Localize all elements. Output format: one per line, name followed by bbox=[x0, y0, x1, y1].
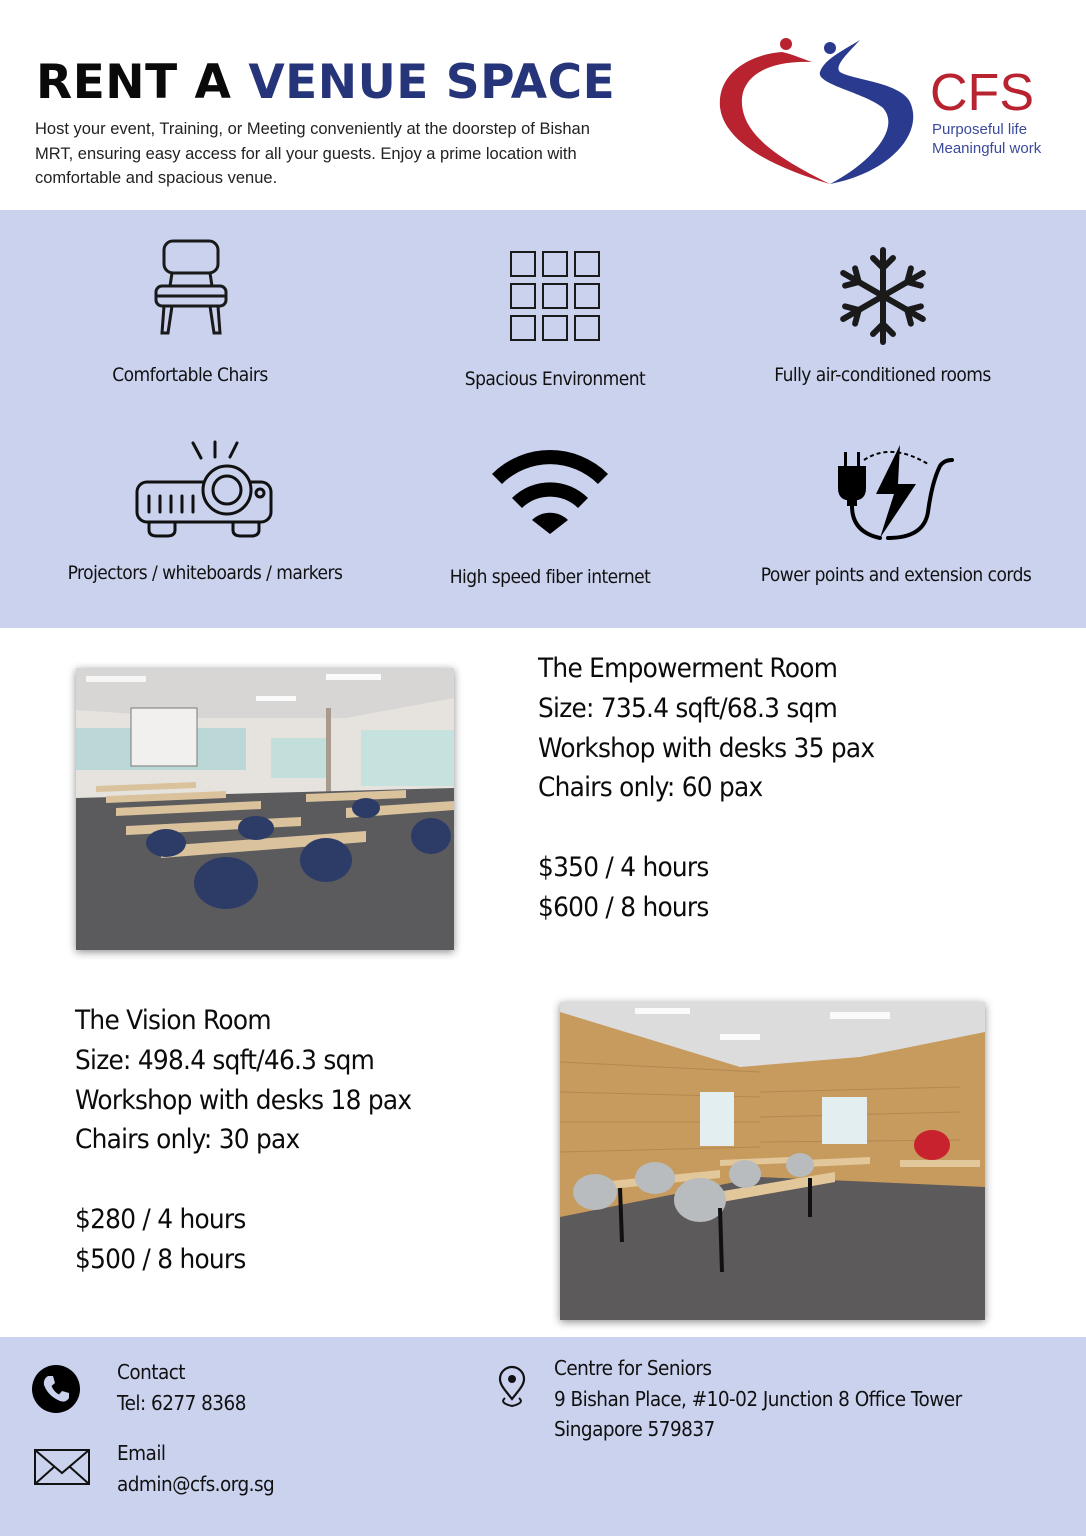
vision-room-photo bbox=[560, 1002, 985, 1320]
svg-text:Meaningful work: Meaningful work bbox=[932, 140, 1042, 157]
feature-label: Comfortable Chairs bbox=[112, 364, 268, 386]
empowerment-room-details bbox=[538, 649, 874, 928]
email-info bbox=[117, 1438, 274, 1499]
organisation-name: Centre for Seniors bbox=[554, 1356, 712, 1380]
room-chairs-capacity: Chairs only: 30 pax bbox=[75, 1124, 300, 1156]
footer-contact-band bbox=[0, 1337, 1086, 1536]
feature-label: Projectors / whiteboards / markers bbox=[67, 562, 343, 584]
cfs-logo bbox=[712, 32, 1062, 192]
room-name: The Empowerment Room bbox=[538, 653, 838, 684]
room-price-8h: $500 / 8 hours bbox=[75, 1243, 246, 1275]
projector-icon bbox=[135, 440, 275, 540]
title-rent-a: RENT A bbox=[36, 55, 232, 110]
feature-projectors bbox=[40, 440, 370, 584]
feature-label: Spacious Environment bbox=[464, 368, 646, 390]
room-size: Size: 498.4 sqft/46.3 sqm bbox=[75, 1044, 375, 1076]
room-size: Size: 735.4 sqft/68.3 sqm bbox=[538, 692, 838, 724]
feature-label: Power points and extension cords bbox=[760, 564, 1032, 586]
features-band bbox=[0, 210, 1086, 628]
room-price-4h: $350 / 4 hours bbox=[538, 851, 709, 883]
page-title bbox=[36, 56, 615, 110]
intro-text: Host your event, Training, or Meeting conveniently at the doorstep of Bishan MRT, ensuring easy access for all your guests. Enjoy a prime location with comfortable and spacious venue. bbox=[35, 120, 590, 187]
feature-label: High speed fiber internet bbox=[449, 566, 651, 588]
contact-phone[interactable]: Tel: 6277 8368 bbox=[117, 1390, 246, 1415]
email-label: Email bbox=[117, 1441, 166, 1465]
contact-label: Contact bbox=[117, 1360, 186, 1384]
contact-info bbox=[117, 1357, 246, 1418]
chair-icon bbox=[150, 238, 230, 338]
snowflake-icon bbox=[833, 246, 933, 346]
feature-air-conditioned bbox=[750, 246, 1015, 386]
room-workshop-capacity: Workshop with desks 35 pax bbox=[538, 732, 875, 764]
room-price-4h: $280 / 4 hours bbox=[75, 1203, 246, 1235]
envelope-icon bbox=[34, 1449, 90, 1485]
classroom-photo-image bbox=[76, 668, 454, 950]
room-name: The Vision Room bbox=[75, 1005, 271, 1036]
title-venue-space: VENUE SPACE bbox=[248, 55, 616, 110]
room-workshop-capacity: Workshop with desks 18 pax bbox=[75, 1084, 412, 1116]
address-line-1: 9 Bishan Place, #10-02 Junction 8 Office Tower bbox=[554, 1386, 962, 1411]
email-address[interactable]: admin@cfs.org.sg bbox=[117, 1471, 275, 1496]
feature-internet bbox=[420, 448, 680, 588]
power-plug-icon bbox=[836, 442, 956, 542]
grid-icon bbox=[509, 250, 601, 342]
empowerment-room-photo bbox=[76, 668, 454, 950]
meeting-room-photo-image bbox=[560, 1002, 985, 1320]
svg-text:Purposeful life: Purposeful life bbox=[932, 121, 1028, 138]
phone-icon bbox=[32, 1365, 80, 1413]
feature-comfortable-chairs bbox=[60, 238, 320, 386]
heart-logo-icon bbox=[712, 32, 1062, 192]
address-info bbox=[554, 1353, 962, 1445]
address-line-2: Singapore 579837 bbox=[554, 1417, 715, 1441]
vision-room-details bbox=[75, 1001, 411, 1280]
room-chairs-capacity: Chairs only: 60 pax bbox=[538, 772, 763, 804]
wifi-icon bbox=[490, 448, 610, 536]
room-price-8h: $600 / 8 hours bbox=[538, 891, 709, 923]
location-pin-icon bbox=[497, 1365, 527, 1409]
svg-text:CFS: CFS bbox=[930, 64, 1034, 122]
feature-spacious-environment bbox=[425, 250, 685, 390]
feature-label: Fully air-conditioned rooms bbox=[774, 364, 991, 386]
feature-power-points bbox=[740, 442, 1052, 586]
